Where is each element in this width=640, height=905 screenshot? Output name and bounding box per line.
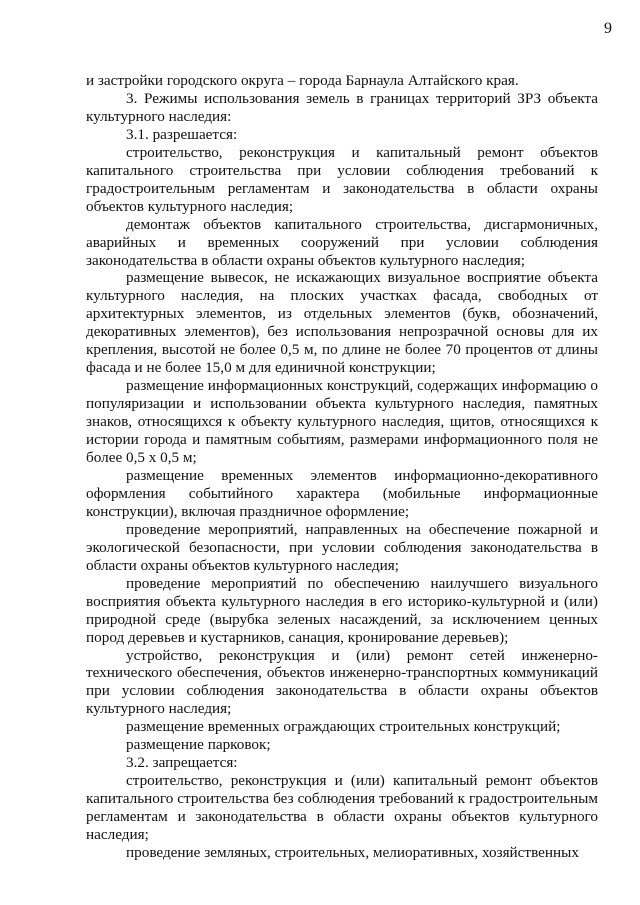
paragraph-allowed-fire-safety: проведение мероприятий, направленных на обеспечение пожарной и экологической безопасности, при условии соблюдения законодательства в области охраны объектов культурного наследия; xyxy=(86,520,598,574)
paragraph-allowed-construction: строительство, реконструкция и капитальный ремонт объектов капитального строительства при условии соблюдения требований к градостроительным регламентам и законодательства в области охраны объектов культурного наследия; xyxy=(86,143,598,215)
paragraph-allowed-parking: размещение парковок; xyxy=(126,736,271,754)
paragraph-forbidden-construction: строительство, реконструкция и (или) капитальный ремонт объектов капитального строительства без соблюдения требований к градостроительным регламентам и законодательства в области охраны объектов культурного наследия; xyxy=(86,772,598,844)
paragraph-allowed-visual-perception: проведение мероприятий по обеспечению наилучшего визуального восприятия объекта культурного наследия в его историко-культурной и (или) природной среде (вырубка зеленых насаждений, за исключением ценных пород деревьев и кустарников, санация, кронирование деревьев); xyxy=(86,574,598,646)
page-number: 9 xyxy=(604,20,612,37)
paragraph-allowed-signage: размещение вывесок, не искажающих визуальное восприятие объекта культурного наследия, на плоских участках фасада, свободных от архитектурных элементов, из отдельных элементов (букв, обозначений, декоративных элементов), без использования непрозрачной основы для их крепления, высотой не более 0,5 м, по длине не более 70 процентов от длины фасада и не более 15,0 м для единичной конструкции; xyxy=(86,269,598,377)
paragraph-3-1-heading: 3.1. разрешается: xyxy=(126,125,238,143)
document-body xyxy=(86,72,598,862)
paragraph-allowed-temporary-decor: размещение временных элементов информационно-декоративного оформления событийного характера (мобильные информационные конструкции), включая праздничное оформление; xyxy=(86,466,598,520)
paragraph-allowed-demolition: демонтаж объектов капитального строительства, дисгармоничных, аварийных и временных сооружений при условии соблюдения законодательства в области охраны объектов культурного наследия; xyxy=(86,215,598,269)
paragraph-allowed-temporary-fences: размещение временных ограждающих строительных конструкций; xyxy=(126,718,561,736)
paragraph-section-3-heading: 3. Режимы использования земель в границах территорий ЗРЗ объекта культурного наследия: xyxy=(86,89,598,125)
paragraph-continuation: и застройки городского округа – города Барнаула Алтайского края. xyxy=(86,72,519,89)
paragraph-allowed-engineering-networks: устройство, реконструкция и (или) ремонт сетей инженерно-технического обеспечения, объектов инженерно-транспортных коммуникаций при условии соблюдения законодательства в области охраны объектов культурного наследия; xyxy=(86,646,598,718)
paragraph-allowed-info-structures: размещение информационных конструкций, содержащих информацию о популяризации и использовании объекта культурного наследия, памятных знаков, относящихся к объекту культурного наследия, щитов, относящихся к истории города и памятным событиям, размерами информационного поля не более 0,5 х 0,5 м; xyxy=(86,377,598,467)
paragraph-3-2-heading: 3.2. запрещается: xyxy=(126,754,238,772)
paragraph-forbidden-earthworks: проведение земляных, строительных, мелиоративных, хозяйственных xyxy=(126,843,579,861)
